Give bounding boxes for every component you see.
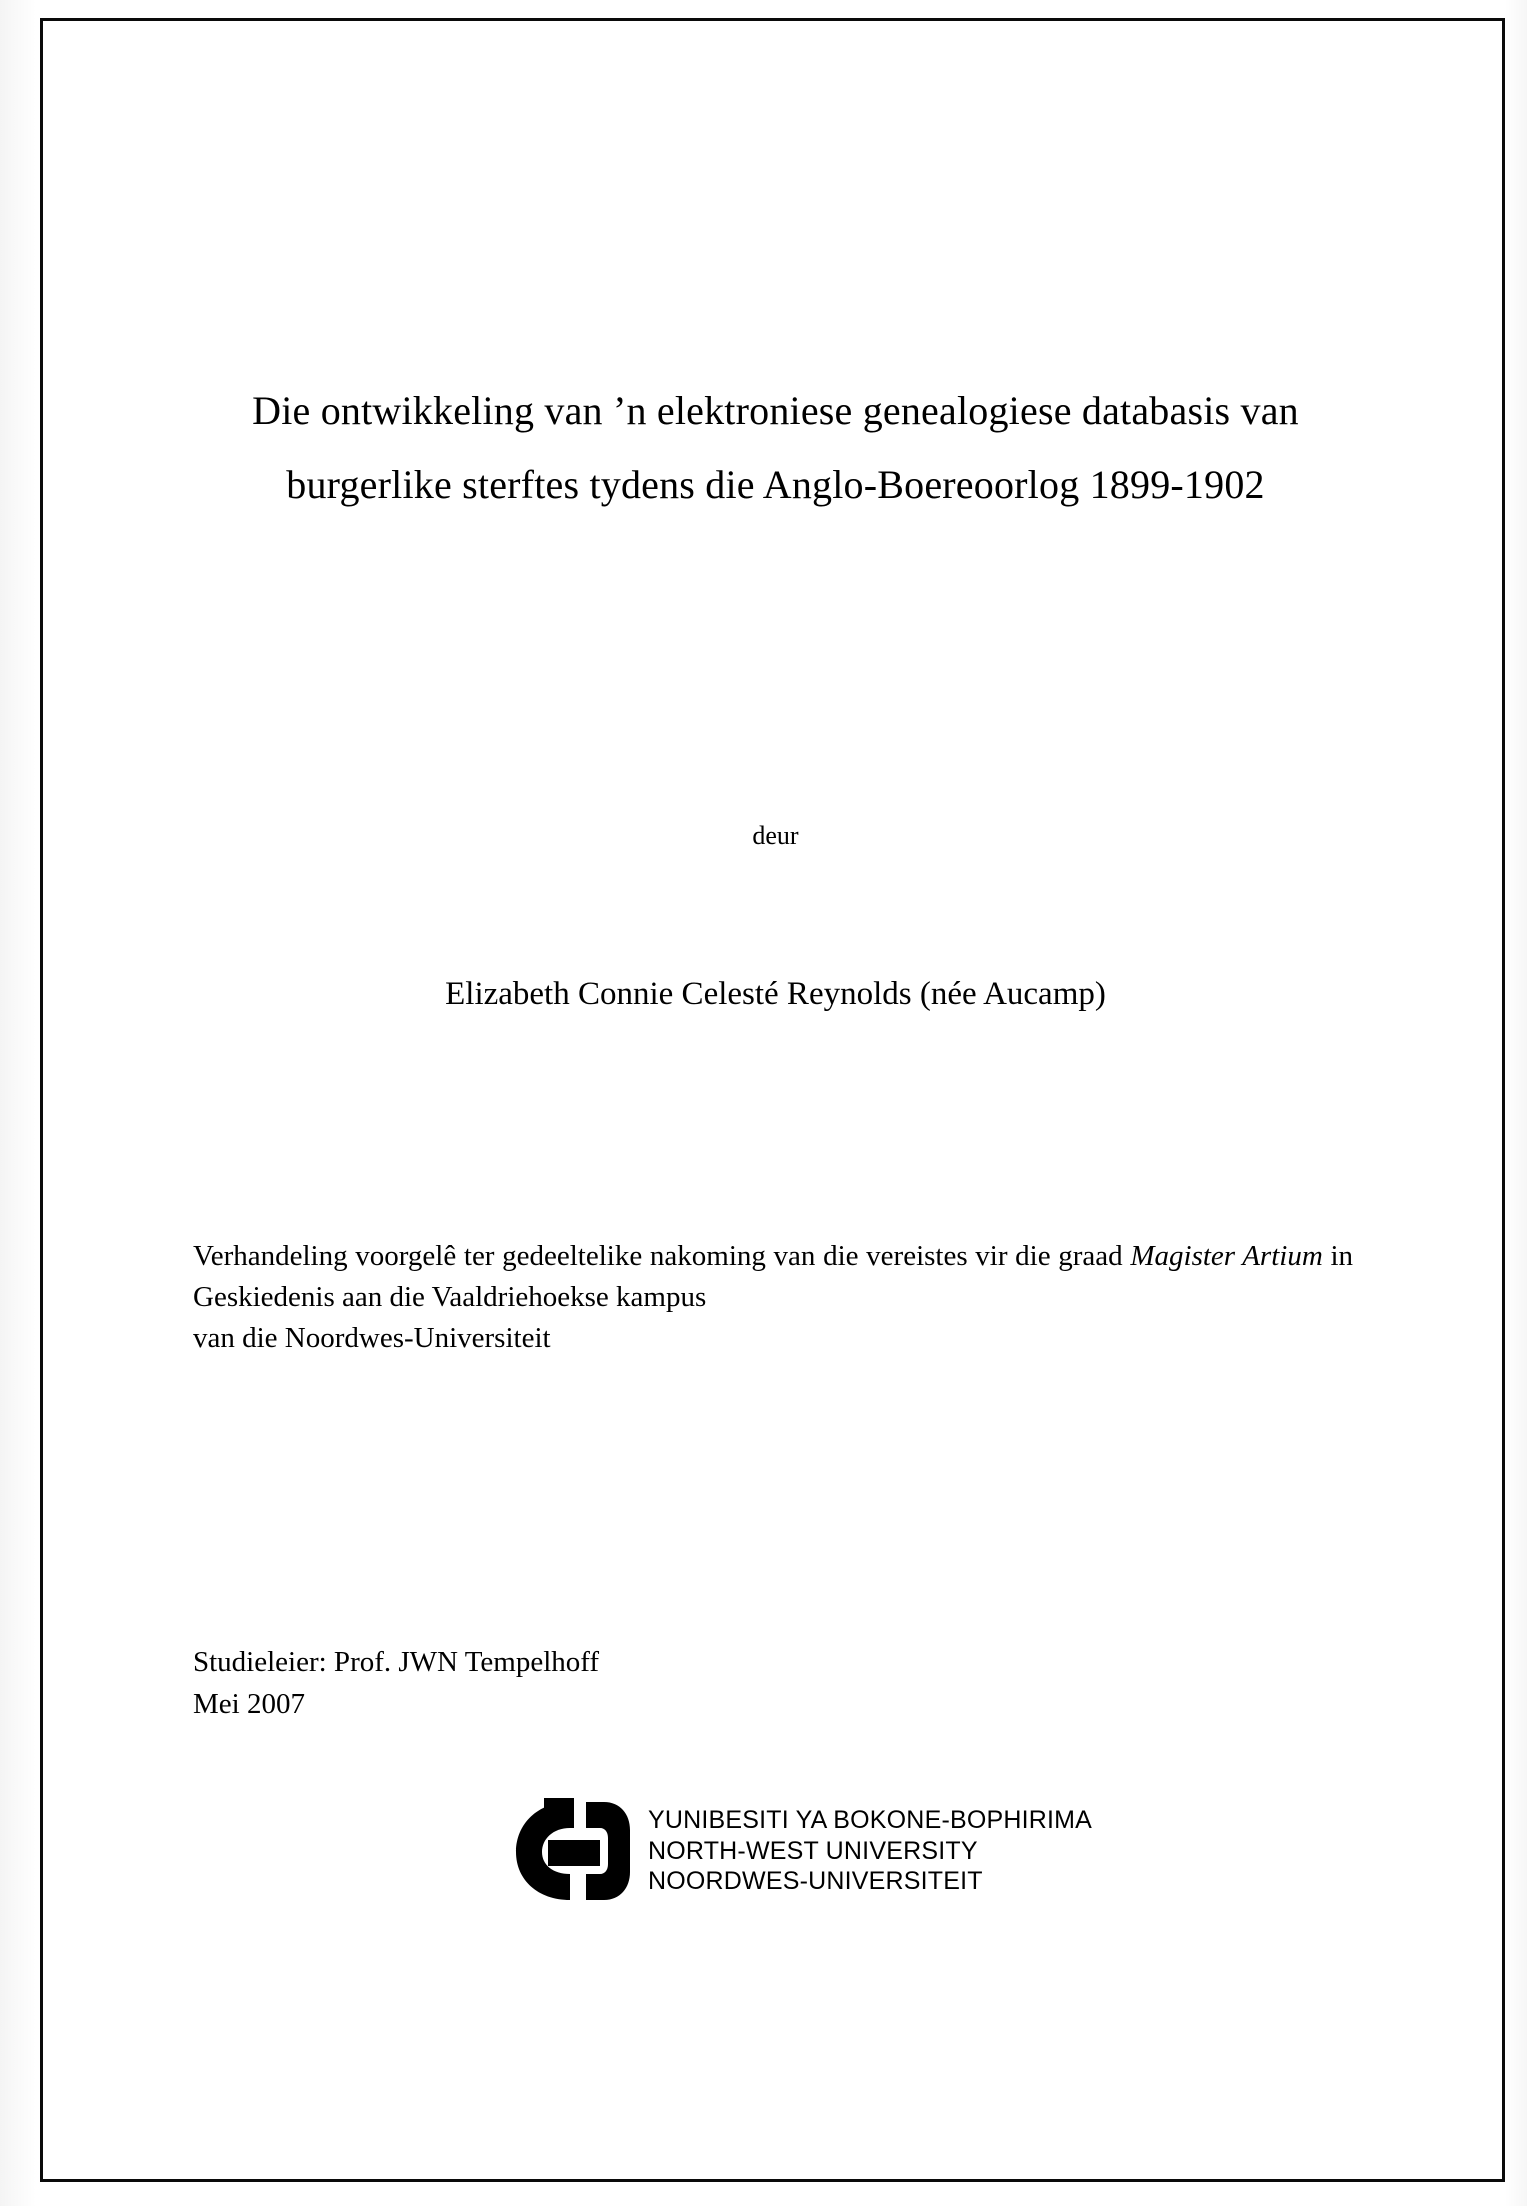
- page-border-frame: [40, 18, 1505, 2182]
- statement-part-3: van die Noordwes-Universiteit: [193, 1322, 551, 1355]
- title-line-2: burgerlike sterftes tydens die Anglo-Boereoorlog 1899-1902: [286, 462, 1265, 507]
- north-west-university-logo-icon: [508, 1796, 636, 1904]
- statement-degree: Magister Artium: [1130, 1240, 1323, 1272]
- degree-statement-justified: [193, 1236, 1353, 1318]
- page-content-area: [43, 21, 1502, 2179]
- title-page-content: [188, 21, 1363, 2179]
- statement-part-1: Verhandeling voorgelê ter gedeeltelike nakoming van die vereistes vir die graad: [193, 1240, 1131, 1272]
- page-title: [188, 381, 1363, 515]
- logo-inner: [508, 1796, 1092, 1904]
- date-line: Mei 2007: [193, 1688, 305, 1721]
- author-name: Elizabeth Connie Celesté Reynolds (née Aucamp): [445, 976, 1106, 1012]
- supervisor-and-date: [193, 1641, 1093, 1725]
- scan-edge-shadow-left: [0, 0, 36, 2206]
- title-line-1: Die ontwikkeling van ’n elektroniese genealogiese databasis van: [252, 388, 1299, 433]
- logo-line-1: YUNIBESITI YA BOKONE-BOPHIRIMA: [648, 1806, 1093, 1835]
- logo-line-3: NOORDWES-UNIVERSITEIT: [648, 1867, 983, 1896]
- degree-statement: [193, 1236, 1353, 1360]
- university-logo-block: [188, 1796, 1363, 1936]
- logo-text: [648, 1803, 1092, 1897]
- scan-edge-shadow-right: [1505, 0, 1527, 2206]
- logo-line-2: NORTH-WEST UNIVERSITY: [648, 1836, 978, 1865]
- statement-part-2: in Geskiedenis aan die Vaaldriehoekse kampus: [193, 1240, 1354, 1314]
- by-label: deur: [752, 821, 799, 850]
- supervisor-line: Studieleier: Prof. JWN Tempelhoff: [193, 1646, 600, 1678]
